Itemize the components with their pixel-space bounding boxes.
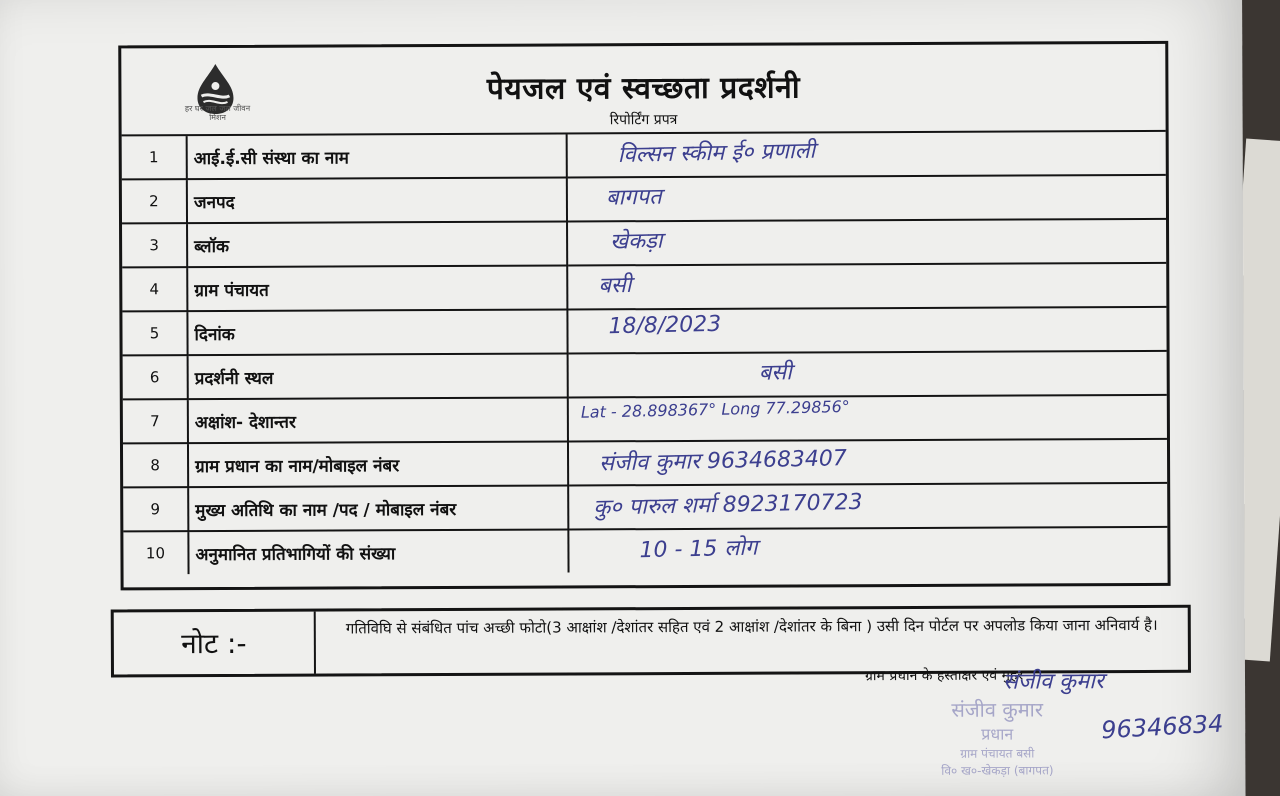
- row-number: 8: [123, 443, 188, 487]
- row-value-cell: [567, 263, 1166, 310]
- stamp-block: वि० ख०-खेकड़ा (बागपत): [941, 763, 1054, 778]
- row-number: 9: [123, 487, 188, 531]
- row-number: 10: [123, 531, 188, 574]
- row-value-cell: [567, 307, 1166, 354]
- row-number: 4: [122, 267, 187, 311]
- table-row: [122, 219, 1166, 268]
- table-row: [122, 263, 1166, 312]
- handwritten-value: विल्सन स्कीम ई० प्रणाली: [617, 138, 816, 168]
- row-number: 6: [123, 355, 188, 399]
- row-value-cell: [568, 527, 1167, 573]
- row-number: 5: [122, 311, 187, 355]
- table-row: [122, 307, 1166, 356]
- handwritten-value: कु० पारुल शर्मा 8923170723: [593, 489, 863, 521]
- row-label: ग्राम प्रधान का नाम/मोबाइल नंबर: [188, 441, 568, 487]
- table-row: [123, 483, 1167, 532]
- note-text: गतिविघि से संबंधित पांच अच्छी फोटो(3 आक्षांश /देशांतर सहित एवं 2 आक्षांश /देशांतर के बिना ) उसी दिन पोर्टल पर अपलोड किया जाना अनिवार्य है।: [345, 615, 1158, 638]
- table-row: [123, 395, 1167, 444]
- stamp-panchayat: ग्राम पंचायत बसी: [960, 746, 1035, 761]
- logo-caption: हर घर जल जल जीवन मिशन: [184, 103, 251, 123]
- row-label: आई.ई.सी संस्था का नाम: [187, 134, 567, 179]
- row-number: 2: [122, 179, 187, 223]
- handwritten-signature: संजीव कुमार: [1002, 669, 1104, 695]
- row-value-cell: [567, 219, 1166, 266]
- handwritten-value: 18/8/2023: [608, 311, 722, 340]
- note-label: नोट :-: [114, 612, 316, 675]
- row-label: प्रदर्शनी स्थल: [188, 353, 568, 399]
- row-value-cell: [568, 483, 1167, 530]
- row-label: दिनांक: [187, 309, 567, 355]
- row-value-cell: [567, 132, 1166, 178]
- handwritten-value: 10 - 15 लोग: [639, 535, 758, 564]
- row-value-cell: [568, 439, 1167, 486]
- stamp-name: संजीव कुमार: [951, 697, 1044, 722]
- handwritten-value: बसी: [598, 272, 632, 299]
- stamp-designation: प्रधान: [981, 724, 1014, 744]
- row-value-cell: [568, 351, 1167, 398]
- handwritten-value: Lat - 28.898367° Long 77.29856°: [580, 396, 850, 422]
- table-row: [122, 175, 1166, 224]
- table-row: [123, 439, 1167, 488]
- handwritten-value: बसी: [758, 360, 793, 386]
- row-value-cell: [568, 395, 1167, 442]
- row-label: अक्षांश- देशान्तर: [188, 397, 568, 443]
- row-label: ब्लॉक: [187, 221, 567, 267]
- row-number: 3: [122, 223, 187, 267]
- handwritten-value: संजीव कुमार 9634683407: [598, 446, 848, 477]
- signature-label: ग्राम प्रधान के हस्ताक्षर एवं मुहर: [864, 667, 1024, 685]
- row-label: मुख्य अतिथि का नाम /पद / मोबाइल नंबर: [188, 485, 568, 531]
- report-form: [118, 41, 1170, 591]
- form-title: पेयजल एवं स्वच्छता प्रदर्शनी: [486, 70, 801, 107]
- details-table: [122, 132, 1168, 575]
- handwritten-value: खेकड़ा: [609, 228, 663, 255]
- form-subtitle: रिपोर्टिंग प्रपत्र: [609, 112, 678, 129]
- row-label: ग्राम पंचायत: [187, 265, 567, 311]
- table-row: [122, 132, 1166, 180]
- table-row: [123, 351, 1167, 400]
- row-number: 7: [123, 399, 188, 443]
- row-label: अनुमानित प्रतिभागियों की संख्या: [188, 529, 568, 574]
- handwritten-value: बागपत: [605, 184, 662, 211]
- row-number: 1: [122, 136, 187, 179]
- row-value-cell: [567, 175, 1166, 222]
- row-label: जनपद: [187, 177, 567, 223]
- handwritten-phone: 96346834: [1100, 709, 1225, 745]
- table-row: [123, 527, 1167, 575]
- form-header: [121, 44, 1165, 137]
- official-stamp: [897, 695, 1097, 779]
